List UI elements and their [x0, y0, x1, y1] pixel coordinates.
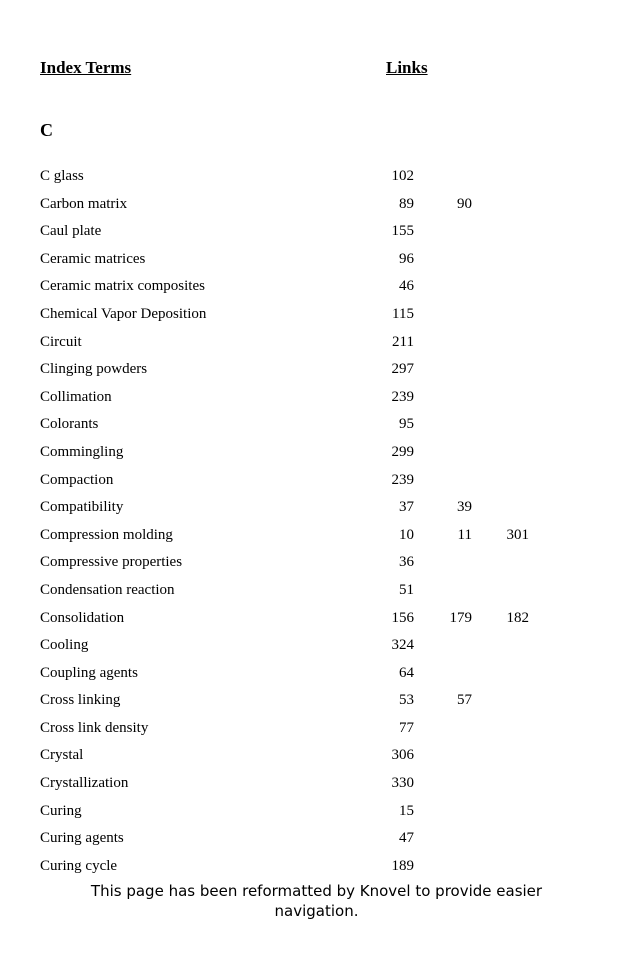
index-entry: [0, 742, 633, 770]
index-entry: [0, 577, 633, 605]
footer-line-2: navigation.: [274, 902, 359, 920]
index-term: Compression molding: [40, 526, 173, 543]
index-term: Ceramic matrix composites: [40, 278, 205, 295]
index-term: Crystal: [40, 747, 84, 764]
index-entry: [0, 218, 633, 246]
page-link[interactable]: 64: [399, 664, 414, 681]
page-link[interactable]: 90: [457, 195, 472, 212]
index-entry: [0, 356, 633, 384]
links-heading: Links: [386, 58, 428, 77]
page-link[interactable]: 156: [391, 609, 414, 626]
index-entry: [0, 273, 633, 301]
index-entry: [0, 715, 633, 743]
index-entry: [0, 439, 633, 467]
index-entry: [0, 411, 633, 439]
index-entry: [0, 467, 633, 495]
footer-line-1: This page has been reformatted by Knovel to provide easier: [90, 882, 543, 900]
index-entry: [0, 798, 633, 826]
index-term: Colorants: [40, 416, 99, 433]
index-term: Curing cycle: [40, 857, 118, 874]
index-entry: [0, 853, 633, 881]
index-entry: [0, 825, 633, 853]
index-term: Coupling agents: [40, 664, 138, 681]
index-entry: [0, 191, 633, 219]
index-term: Curing agents: [40, 830, 124, 847]
page-link[interactable]: 211: [392, 333, 414, 350]
page-link[interactable]: 179: [449, 609, 472, 626]
index-term: Curing: [40, 802, 82, 819]
index-entry: [0, 770, 633, 798]
index-header: [0, 58, 633, 82]
page-link[interactable]: 324: [391, 637, 414, 654]
page-link[interactable]: 96: [399, 250, 414, 267]
index-term: Compaction: [40, 471, 114, 488]
page-link[interactable]: 239: [391, 388, 414, 405]
page-link[interactable]: 182: [506, 609, 529, 626]
index-term: Ceramic matrices: [40, 250, 146, 267]
page-link[interactable]: 115: [392, 305, 414, 322]
index-term: Caul plate: [40, 223, 102, 240]
index-term: Cross linking: [40, 692, 121, 709]
index-entry: [0, 549, 633, 577]
page-link[interactable]: 189: [391, 857, 414, 874]
index-term: Compatibility: [40, 499, 124, 516]
index-entry: [0, 687, 633, 715]
page-link[interactable]: 155: [391, 223, 414, 240]
index-term: Cross link density: [40, 719, 149, 736]
page-link[interactable]: 46: [399, 278, 414, 295]
page-link[interactable]: 299: [391, 443, 414, 460]
index-entry: [0, 163, 633, 191]
page-link[interactable]: 95: [399, 416, 414, 433]
page-link[interactable]: 11: [457, 526, 472, 543]
page-link[interactable]: 102: [391, 168, 414, 184]
page-link[interactable]: 77: [399, 719, 414, 736]
index-entry: [0, 246, 633, 274]
page-link[interactable]: 39: [457, 499, 472, 516]
index-term: Consolidation: [40, 609, 125, 626]
page-link[interactable]: 37: [399, 499, 414, 516]
knovel-footer-note: [0, 881, 633, 921]
page-link[interactable]: 15: [399, 802, 414, 819]
index-term: Compressive properties: [40, 554, 183, 571]
index-entry: [0, 660, 633, 688]
page-link[interactable]: 53: [399, 692, 414, 709]
page-link[interactable]: 89: [399, 195, 414, 212]
page-link[interactable]: 51: [399, 581, 414, 598]
index-term: Carbon matrix: [40, 195, 128, 212]
section-letter: C: [40, 120, 53, 140]
page-link[interactable]: 306: [391, 747, 414, 764]
page-link[interactable]: 10: [399, 526, 414, 543]
index-term: Commingling: [40, 443, 124, 460]
index-entry-list: [0, 163, 633, 880]
index-term: Crystallization: [40, 775, 129, 792]
index-entry: [0, 384, 633, 412]
index-term: Chemical Vapor Deposition: [40, 305, 207, 322]
index-entry: [0, 494, 633, 522]
index-entry: [0, 632, 633, 660]
index-entry: [0, 522, 633, 550]
index-entry: [0, 301, 633, 329]
index-term: Collimation: [40, 388, 112, 405]
index-term: C glass: [40, 168, 84, 184]
page-link[interactable]: 301: [506, 526, 529, 543]
index-term: Circuit: [40, 333, 82, 350]
index-entry: [0, 329, 633, 357]
index-term: Condensation reaction: [40, 581, 175, 598]
page-link[interactable]: 47: [399, 830, 414, 847]
index-terms-heading: Index Terms: [40, 58, 132, 77]
page-link[interactable]: 330: [391, 775, 414, 792]
page-link[interactable]: 239: [391, 471, 414, 488]
index-term: Clinging powders: [40, 361, 148, 378]
page-link[interactable]: 36: [399, 554, 414, 571]
index-entry: [0, 605, 633, 633]
page-link[interactable]: 297: [391, 361, 414, 378]
index-term: Cooling: [40, 637, 89, 654]
page-link[interactable]: 57: [457, 692, 472, 709]
